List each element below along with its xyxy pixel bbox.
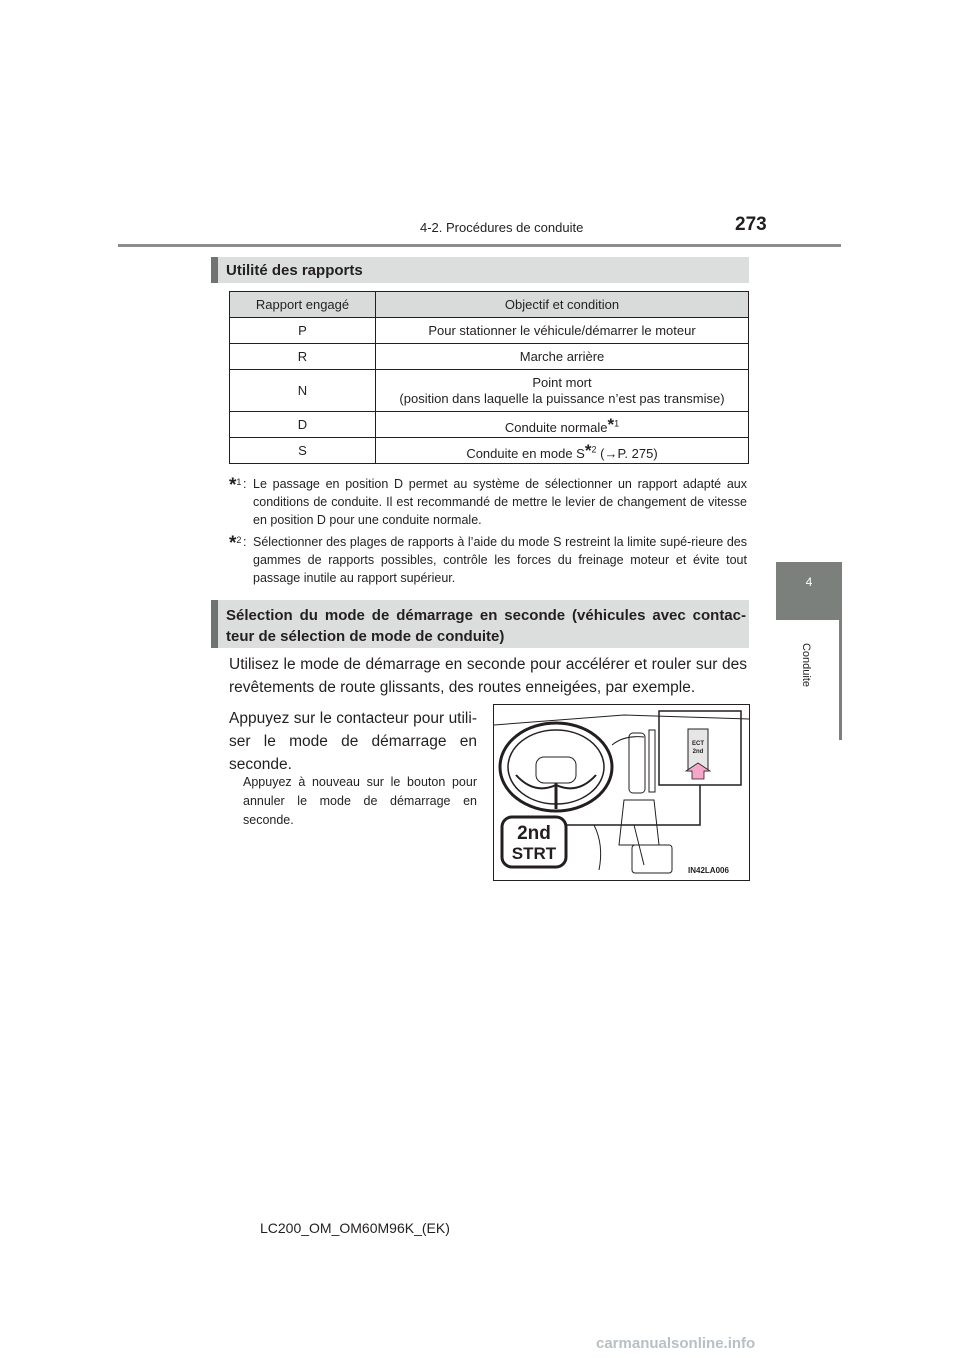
callout-label-strt: STRT — [511, 844, 557, 863]
dashboard-illustration — [493, 704, 750, 881]
table-cell-desc-line1: Point mort — [532, 374, 592, 390]
asterisk-icon: * — [229, 533, 237, 554]
header-divider — [118, 244, 841, 247]
table-header-gear: Rapport engagé — [230, 292, 376, 318]
table-row — [230, 344, 749, 370]
asterisk-icon: * — [229, 475, 237, 496]
page-number: 273 — [735, 214, 767, 235]
gear-table — [229, 291, 749, 464]
chapter-tab-label: Conduite — [800, 642, 812, 688]
table-cell-gear: D — [230, 412, 376, 438]
section-heading-bar — [211, 600, 218, 648]
page-reference: (→P. 275) — [600, 445, 658, 461]
table-cell-gear: P — [230, 318, 376, 344]
asterisk-icon: * — [584, 440, 592, 460]
footnote-text: Le passage en position D permet au système de sélectionner un rapport adapté aux conditions de conduite. Il est recommandé de mettre le levier de changement de vitesse en position D pour une conduite normale. — [253, 477, 747, 527]
table-header-row — [230, 292, 749, 318]
footnote-ref: 1 — [614, 418, 620, 429]
table-row — [230, 438, 749, 464]
table-cell-desc — [376, 412, 749, 438]
body-paragraph: Utilisez le mode de démarrage en seconde pour accélérer et rouler sur des revêtements de route glissants, des routes enneigées, par exemple. — [229, 656, 747, 696]
body-paragraph-note: Appuyez à nouveau sur le bouton pour annuler le mode de démarrage en seconde. — [243, 775, 477, 827]
document-code: LC200_OM_OM60M96K_(EK) — [260, 1220, 450, 1236]
inset-label-ect: ECT — [692, 741, 704, 747]
table-cell-desc-line2: (position dans laquelle la puissance n’est pas transmise) — [399, 390, 725, 406]
footnote-text: Sélectionner des plages de rapports à l’aide du mode S restreint la limite supé-rieure des gammes de rapports possibles, contrôle les forces du freinage moteur et évite tout passage inutile au rapport supérieur. — [253, 535, 747, 585]
watermark: carmanualsonline.info — [596, 1335, 756, 1352]
callout-label-2nd: 2nd — [517, 823, 551, 844]
section-heading-text: Sélection du mode de démarrage en seconde (véhicules avec contac-teur de sélection de mode de conduite) — [226, 607, 746, 645]
table-cell-desc — [376, 370, 749, 412]
running-header-section: 4-2. Procédures de conduite — [420, 220, 584, 235]
table-row — [230, 318, 749, 344]
table-header-purpose: Objectif et condition — [376, 292, 749, 318]
table-cell-gear: R — [230, 344, 376, 370]
table-cell-gear: N — [230, 370, 376, 412]
table-cell-desc — [376, 438, 749, 464]
section-heading-text: Utilité des rapports — [226, 262, 363, 279]
chapter-tab — [776, 562, 842, 620]
table-row — [230, 370, 749, 412]
footnote-colon: : — [243, 535, 247, 549]
footnote-marker — [229, 531, 241, 553]
table-row — [230, 412, 749, 438]
footnote-marker — [229, 473, 241, 495]
section-heading-second-start — [211, 600, 749, 648]
chapter-tab-bar — [839, 620, 842, 740]
footnote-number: 1 — [236, 477, 242, 487]
dashboard-drawing — [494, 705, 749, 880]
illustration-code: IN42LA006 — [688, 866, 729, 875]
asterisk-icon: * — [607, 414, 615, 434]
footnote-colon: : — [243, 477, 247, 491]
footnote-2 — [229, 533, 747, 589]
section-heading-bar — [211, 257, 218, 283]
footnote-ref: 2 — [591, 444, 597, 455]
inset-label-2nd: 2nd — [692, 749, 704, 755]
table-cell-desc-text: Conduite en mode S — [466, 445, 585, 461]
table-cell-desc: Marche arrière — [376, 344, 749, 370]
table-cell-gear: S — [230, 438, 376, 464]
footnote-number: 2 — [236, 535, 242, 545]
body-paragraph-instruction: Appuyez sur le contacteur pour utili-ser le mode de démarrage en seconde. — [229, 710, 477, 773]
table-cell-desc-text: Conduite normale — [504, 419, 608, 435]
table-cell-desc: Pour stationner le véhicule/démarrer le moteur — [376, 318, 749, 344]
section-heading-gear-usage — [211, 257, 749, 283]
footnote-1 — [229, 475, 747, 531]
chapter-tab-number: 4 — [805, 575, 813, 589]
